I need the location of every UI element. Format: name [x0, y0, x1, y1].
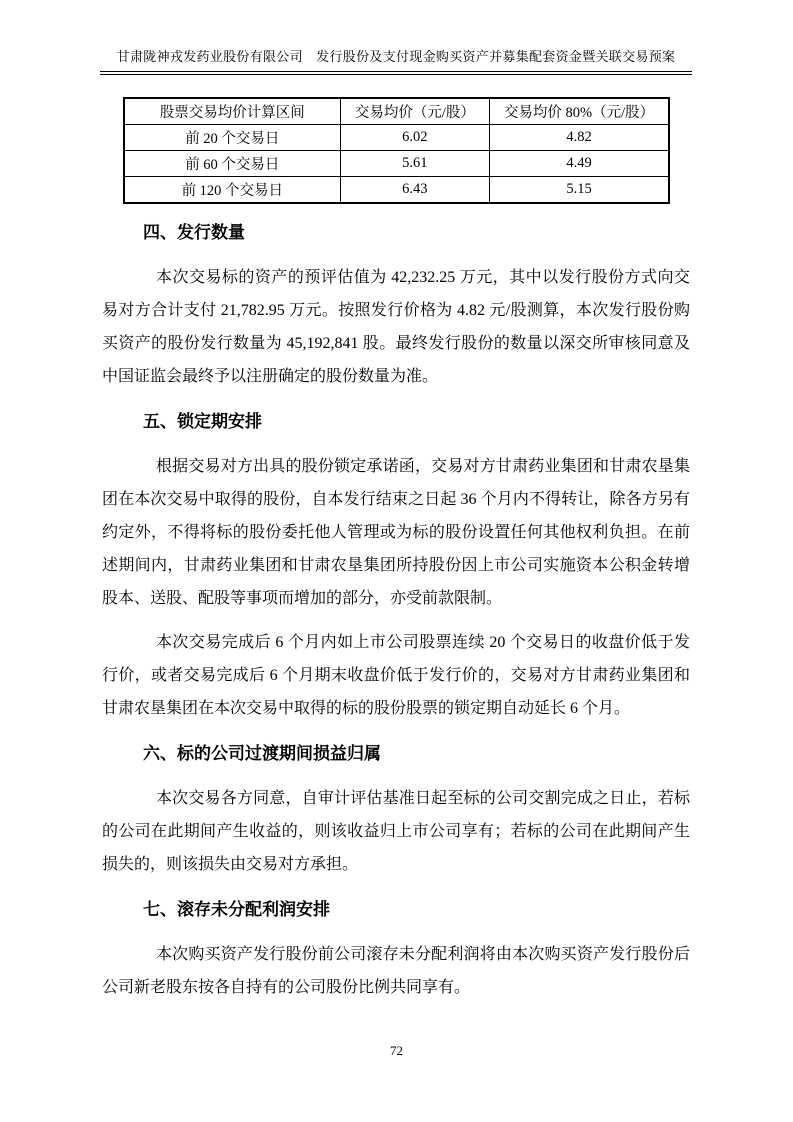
section-heading-transition-profit-loss: 六、标的公司过渡期间损益归属 [143, 744, 381, 763]
average-price-table [123, 97, 670, 204]
table-row [124, 125, 669, 151]
table-header-cell: 交易均价 80%（元/股） [490, 98, 669, 125]
table-cell-period: 前 120 个交易日 [124, 177, 340, 204]
table-header-cell: 交易均价（元/股） [340, 98, 489, 125]
table-cell-avg-price-80: 4.49 [490, 151, 669, 177]
table-cell-period: 前 60 个交易日 [124, 151, 340, 177]
document-header [100, 0, 692, 75]
paragraph: 本次交易各方同意，自审计评估基准日起至标的公司交割完成之日止，若标的公司在此期间产生收益的，则该收益归上市公司享有；若标的公司在此期间产生损失的，则该损失由交易对方承担。 [102, 790, 690, 873]
table-header-cell: 股票交易均价计算区间 [124, 98, 340, 125]
table-cell-period: 前 20 个交易日 [124, 125, 340, 151]
table-row [124, 177, 669, 204]
table-cell-avg-price: 6.43 [340, 177, 489, 204]
paragraph: 本次购买资产发行股份前公司滚存未分配利润将由本次购买资产发行股份后公司新老股东按各自持有的公司股份比例共同享有。 [102, 946, 690, 996]
section-heading-issue-quantity: 四、发行数量 [143, 223, 245, 242]
header-title: 甘肃陇神戎发药业股份有限公司 发行股份及支付现金购买资产并募集配套资金暨关联交易预案 [116, 49, 676, 64]
table-cell-avg-price: 6.02 [340, 125, 489, 151]
section-heading-retained-profit: 七、滚存未分配利润安排 [143, 900, 330, 919]
paragraph: 本次交易完成后 6 个月内如上市公司股票连续 20 个交易日的收盘价低于发行价，或者交易完成后 6 个月期末收盘价低于发行价的，交易对方甘肃药业集团和甘肃农垦集团在本次交易中取得的标的股份股票的锁定期自动延长 6 个月。 [102, 634, 690, 717]
page-content [102, 97, 690, 1004]
table-header-row [124, 98, 669, 125]
paragraph: 根据交易对方出具的股份锁定承诺函，交易对方甘肃药业集团和甘肃农垦集团在本次交易中取得的股份，自本发行结束之日起 36 个月内不得转让，除各方另有约定外，不得将标的股份委托他人管理或为标的股份设置任何其他权利负担。在前述期间内，甘肃药业集团和甘肃农垦集团所持股份因上市公司实施资本公积金转增股本、送股、配股等事项而增加的部分，亦受前款限制。 [102, 458, 690, 607]
table-cell-avg-price-80: 4.82 [490, 125, 669, 151]
section-heading-lockup-arrangement: 五、锁定期安排 [143, 412, 262, 431]
table-cell-avg-price-80: 5.15 [490, 177, 669, 204]
table-row [124, 151, 669, 177]
page-number: 72 [390, 1043, 403, 1058]
table-cell-avg-price: 5.61 [340, 151, 489, 177]
paragraph: 本次交易标的资产的预评估值为 42,232.25 万元，其中以发行股份方式向交易对方合计支付 21,782.95 万元。按照发行价格为 4.82 元/股测算，本次发行股份购买资产的股份发行数量为 45,192,841 股。最终发行股份的数量以深交所审核同意及中国证监会最终予以注册确定的股份数量为准。 [102, 269, 690, 385]
